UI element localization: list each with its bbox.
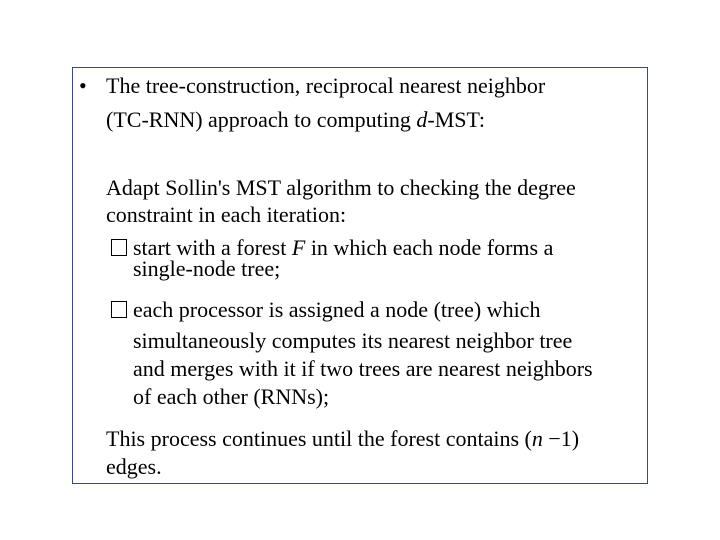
checkbox-square-icon [111, 239, 127, 256]
intro-line-1: Adapt Sollin's MST algorithm to checking the degree [106, 175, 576, 200]
item-2-line-3: and merges with it if two trees are nearest neighbors [133, 356, 593, 381]
item-2-line-1: each processor is assigned a node (tree) which [133, 297, 541, 322]
bullet-marker: • [79, 73, 87, 98]
intro-line-2: constraint in each iteration: [106, 202, 347, 227]
bullet-line-2 [106, 106, 485, 134]
conclusion-line-1-text: This process continues until the forest contains ( [106, 426, 532, 451]
checkbox-square-icon [111, 301, 127, 318]
variable-f: F [291, 235, 306, 260]
item-1-line-2: single-node tree; [133, 256, 281, 281]
item-1-line-1-suffix: in which each node forms a [305, 235, 554, 260]
bullet-line-1: The tree-construction, reciprocal nearest neighbor [106, 73, 546, 98]
bullet-line-2-suffix: -MST: [427, 107, 485, 132]
variable-n: n [531, 426, 543, 451]
conclusion-line-2: edges. [106, 454, 162, 479]
variable-d: d [416, 107, 428, 132]
item-2-line-2: simultaneously computes its nearest neighbor tree [133, 328, 573, 353]
conclusion-line-1 [106, 425, 579, 453]
item-1-line-1-text: start with a forest [133, 235, 292, 260]
conclusion-line-1-suffix: −1) [542, 426, 580, 451]
bullet-line-2-text: (TC-RNN) approach to computing [106, 107, 417, 132]
item-2-line-4: of each other (RNNs); [133, 384, 330, 409]
